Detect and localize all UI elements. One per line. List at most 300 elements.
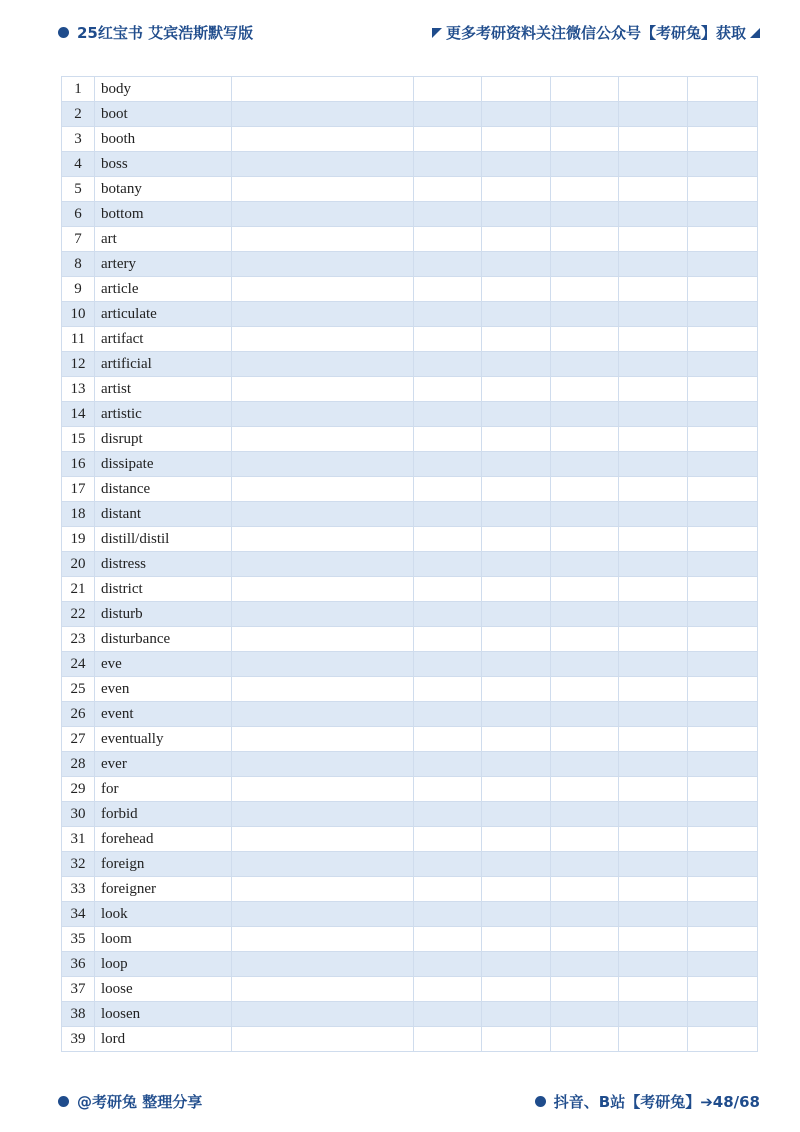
blank-answer-cell [688,452,758,477]
blank-answer-cell [414,277,482,302]
blank-answer-cell [482,952,551,977]
blank-answer-cell [482,252,551,277]
row-number: 7 [62,227,95,252]
blank-answer-cell [482,127,551,152]
blank-answer-cell [414,952,482,977]
blank-answer-cell [482,577,551,602]
table-row [62,377,758,402]
blank-answer-cell [551,327,619,352]
table-row [62,402,758,427]
blank-answer-cell [414,877,482,902]
table-row [62,127,758,152]
blank-answer-cell [232,927,414,952]
table-row [62,827,758,852]
blank-answer-cell [232,777,414,802]
blank-answer-cell [619,477,688,502]
word-cell: boot [95,102,232,127]
blank-answer-cell [688,252,758,277]
table-row [62,327,758,352]
blank-answer-cell [551,577,619,602]
blank-answer-cell [619,927,688,952]
blank-answer-cell [551,127,619,152]
blank-answer-cell [688,377,758,402]
blank-answer-cell [232,227,414,252]
table-row [62,752,758,777]
blank-answer-cell [414,477,482,502]
blank-answer-cell [619,777,688,802]
footer-left [58,1091,202,1112]
blank-answer-cell [414,227,482,252]
blank-answer-cell [482,777,551,802]
word-cell: disturbance [95,627,232,652]
word-cell: artistic [95,402,232,427]
table-row [62,427,758,452]
blank-answer-cell [688,927,758,952]
blank-answer-cell [551,877,619,902]
row-number: 23 [62,627,95,652]
blank-answer-cell [619,677,688,702]
table-row [62,302,758,327]
blank-answer-cell [232,552,414,577]
row-number: 24 [62,652,95,677]
word-cell: loose [95,977,232,1002]
blank-answer-cell [414,352,482,377]
blank-answer-cell [688,527,758,552]
blank-answer-cell [551,627,619,652]
blank-answer-cell [688,227,758,252]
blank-answer-cell [414,152,482,177]
blank-answer-cell [619,977,688,1002]
blank-answer-cell [414,802,482,827]
blank-answer-cell [551,202,619,227]
blank-answer-cell [414,677,482,702]
table-row [62,552,758,577]
blank-answer-cell [482,602,551,627]
blank-answer-cell [551,902,619,927]
row-number: 35 [62,927,95,952]
header-right [432,22,760,43]
blank-answer-cell [482,1027,551,1052]
blank-answer-cell [619,277,688,302]
table-row [62,727,758,752]
blank-answer-cell [551,552,619,577]
blank-answer-cell [414,452,482,477]
blank-answer-cell [551,702,619,727]
blank-answer-cell [232,827,414,852]
table-row [62,77,758,102]
blank-answer-cell [551,152,619,177]
blank-answer-cell [232,902,414,927]
row-number: 15 [62,427,95,452]
blank-answer-cell [482,352,551,377]
blank-answer-cell [232,527,414,552]
word-cell: artifact [95,327,232,352]
blank-answer-cell [551,427,619,452]
blank-answer-cell [482,327,551,352]
blank-answer-cell [688,502,758,527]
footer-credit: @考研兔 整理分享 [77,1093,203,1111]
blank-answer-cell [551,827,619,852]
blank-answer-cell [414,602,482,627]
table-row [62,602,758,627]
table-row [62,852,758,877]
word-cell: articulate [95,302,232,327]
word-cell: look [95,902,232,927]
row-number: 20 [62,552,95,577]
blank-answer-cell [619,252,688,277]
blank-answer-cell [232,702,414,727]
blank-answer-cell [688,1002,758,1027]
row-number: 13 [62,377,95,402]
blank-answer-cell [688,102,758,127]
row-number: 4 [62,152,95,177]
corner-triangle-icon [750,28,760,38]
blank-answer-cell [688,827,758,852]
table-row [62,627,758,652]
blank-answer-cell [482,402,551,427]
blank-answer-cell [482,727,551,752]
blank-answer-cell [482,852,551,877]
blank-answer-cell [551,927,619,952]
blank-answer-cell [619,602,688,627]
blank-answer-cell [482,677,551,702]
blank-answer-cell [551,977,619,1002]
blank-answer-cell [232,852,414,877]
blank-answer-cell [619,577,688,602]
table-row [62,952,758,977]
table-row [62,177,758,202]
blank-answer-cell [482,552,551,577]
blank-answer-cell [232,877,414,902]
blank-answer-cell [619,527,688,552]
blank-answer-cell [688,202,758,227]
table-row [62,277,758,302]
blank-answer-cell [414,252,482,277]
blank-answer-cell [414,552,482,577]
blank-answer-cell [482,652,551,677]
blank-answer-cell [482,1002,551,1027]
row-number: 12 [62,352,95,377]
blank-answer-cell [414,927,482,952]
word-cell: boss [95,152,232,177]
blank-answer-cell [619,1002,688,1027]
blank-answer-cell [232,452,414,477]
blank-answer-cell [482,877,551,902]
blank-answer-cell [551,402,619,427]
blank-answer-cell [414,752,482,777]
blank-answer-cell [414,827,482,852]
blank-answer-cell [551,277,619,302]
word-cell: lord [95,1027,232,1052]
blank-answer-cell [688,552,758,577]
row-number: 16 [62,452,95,477]
word-cell: disturb [95,602,232,627]
blank-answer-cell [688,277,758,302]
blank-answer-cell [414,102,482,127]
row-number: 14 [62,402,95,427]
word-cell: loosen [95,1002,232,1027]
blank-answer-cell [232,127,414,152]
blank-answer-cell [414,177,482,202]
table-row [62,352,758,377]
blank-answer-cell [232,952,414,977]
header-title: 25红宝书 艾宾浩斯默写版 [77,24,254,42]
blank-answer-cell [414,1002,482,1027]
row-number: 38 [62,1002,95,1027]
blank-answer-cell [414,527,482,552]
blank-answer-cell [232,202,414,227]
table-row [62,502,758,527]
table-row [62,877,758,902]
blank-answer-cell [619,152,688,177]
blank-answer-cell [232,377,414,402]
blank-answer-cell [232,752,414,777]
blank-answer-cell [232,677,414,702]
blank-answer-cell [619,852,688,877]
word-cell: foreigner [95,877,232,902]
blank-answer-cell [688,677,758,702]
blank-answer-cell [232,302,414,327]
blank-answer-cell [482,302,551,327]
blank-answer-cell [482,977,551,1002]
bullet-dot-icon [58,27,69,38]
row-number: 17 [62,477,95,502]
footer-page-info: 抖音、B站【考研兔】➔48/68 [553,1093,760,1111]
blank-answer-cell [688,152,758,177]
row-number: 2 [62,102,95,127]
row-number: 19 [62,527,95,552]
blank-answer-cell [232,652,414,677]
blank-answer-cell [482,427,551,452]
word-cell: even [95,677,232,702]
blank-answer-cell [414,202,482,227]
blank-answer-cell [414,852,482,877]
row-number: 10 [62,302,95,327]
blank-answer-cell [414,652,482,677]
word-cell: event [95,702,232,727]
header-left [58,22,253,43]
word-cell: loop [95,952,232,977]
blank-answer-cell [551,852,619,877]
table-row [62,802,758,827]
row-number: 18 [62,502,95,527]
blank-answer-cell [482,752,551,777]
row-number: 5 [62,177,95,202]
blank-answer-cell [619,702,688,727]
word-cell: forbid [95,802,232,827]
blank-answer-cell [232,402,414,427]
table-row [62,777,758,802]
blank-answer-cell [688,727,758,752]
blank-answer-cell [414,702,482,727]
blank-answer-cell [482,452,551,477]
header-promo: 更多考研资料关注微信公众号【考研兔】获取 [445,24,746,42]
row-number: 1 [62,77,95,102]
blank-answer-cell [482,152,551,177]
table-row [62,202,758,227]
blank-answer-cell [232,802,414,827]
row-number: 31 [62,827,95,852]
blank-answer-cell [414,402,482,427]
blank-answer-cell [688,602,758,627]
blank-answer-cell [688,427,758,452]
word-cell: bottom [95,202,232,227]
blank-answer-cell [551,527,619,552]
word-cell: for [95,777,232,802]
word-cell: booth [95,127,232,152]
word-cell: botany [95,177,232,202]
blank-answer-cell [688,177,758,202]
blank-answer-cell [414,327,482,352]
word-cell: forehead [95,827,232,852]
blank-answer-cell [482,77,551,102]
table-row [62,102,758,127]
blank-answer-cell [619,327,688,352]
corner-triangle-icon [432,28,442,38]
blank-answer-cell [414,502,482,527]
blank-answer-cell [551,302,619,327]
blank-answer-cell [232,277,414,302]
blank-answer-cell [551,352,619,377]
blank-answer-cell [482,527,551,552]
row-number: 39 [62,1027,95,1052]
table-row [62,702,758,727]
row-number: 22 [62,602,95,627]
blank-answer-cell [482,702,551,727]
blank-answer-cell [232,727,414,752]
blank-answer-cell [688,752,758,777]
bullet-dot-icon [58,1096,69,1107]
table-row [62,927,758,952]
table-row [62,902,758,927]
blank-answer-cell [619,952,688,977]
table-row [62,1027,758,1052]
blank-answer-cell [619,902,688,927]
blank-answer-cell [619,402,688,427]
blank-answer-cell [619,502,688,527]
blank-answer-cell [619,427,688,452]
row-number: 3 [62,127,95,152]
blank-answer-cell [688,402,758,427]
blank-answer-cell [619,627,688,652]
table-row [62,252,758,277]
blank-answer-cell [232,477,414,502]
blank-answer-cell [551,77,619,102]
blank-answer-cell [232,502,414,527]
blank-answer-cell [414,977,482,1002]
row-number: 36 [62,952,95,977]
blank-answer-cell [688,77,758,102]
word-cell: eve [95,652,232,677]
blank-answer-cell [619,877,688,902]
blank-answer-cell [551,1002,619,1027]
blank-answer-cell [551,752,619,777]
dictation-table [61,76,758,1052]
blank-answer-cell [619,652,688,677]
blank-answer-cell [688,1027,758,1052]
blank-answer-cell [232,152,414,177]
row-number: 11 [62,327,95,352]
blank-answer-cell [482,902,551,927]
blank-answer-cell [232,327,414,352]
table-row [62,977,758,1002]
word-cell: ever [95,752,232,777]
blank-answer-cell [619,102,688,127]
blank-answer-cell [232,252,414,277]
word-cell: distant [95,502,232,527]
row-number: 28 [62,752,95,777]
blank-answer-cell [619,227,688,252]
row-number: 30 [62,802,95,827]
row-number: 37 [62,977,95,1002]
blank-answer-cell [551,802,619,827]
word-cell: article [95,277,232,302]
blank-answer-cell [232,427,414,452]
word-cell: disrupt [95,427,232,452]
blank-answer-cell [551,952,619,977]
blank-answer-cell [619,127,688,152]
word-cell: district [95,577,232,602]
table-row [62,452,758,477]
word-cell: loom [95,927,232,952]
blank-answer-cell [688,302,758,327]
blank-answer-cell [232,577,414,602]
blank-answer-cell [482,502,551,527]
blank-answer-cell [551,1027,619,1052]
blank-answer-cell [688,127,758,152]
row-number: 32 [62,852,95,877]
blank-answer-cell [232,352,414,377]
blank-answer-cell [414,902,482,927]
blank-answer-cell [414,1027,482,1052]
row-number: 33 [62,877,95,902]
blank-answer-cell [232,1002,414,1027]
blank-answer-cell [688,902,758,927]
blank-answer-cell [232,177,414,202]
row-number: 6 [62,202,95,227]
blank-answer-cell [688,577,758,602]
table-row [62,527,758,552]
blank-answer-cell [688,802,758,827]
blank-answer-cell [619,202,688,227]
blank-answer-cell [414,627,482,652]
blank-answer-cell [619,452,688,477]
blank-answer-cell [551,652,619,677]
table-row [62,227,758,252]
blank-answer-cell [232,977,414,1002]
blank-answer-cell [619,352,688,377]
table-row [62,677,758,702]
blank-answer-cell [551,502,619,527]
blank-answer-cell [688,852,758,877]
blank-answer-cell [414,77,482,102]
blank-answer-cell [482,277,551,302]
blank-answer-cell [551,677,619,702]
word-cell: body [95,77,232,102]
table-row [62,577,758,602]
blank-answer-cell [688,327,758,352]
word-cell: artificial [95,352,232,377]
blank-answer-cell [688,777,758,802]
blank-answer-cell [551,377,619,402]
footer-right [535,1091,760,1112]
word-cell: distill/distil [95,527,232,552]
row-number: 25 [62,677,95,702]
blank-answer-cell [232,77,414,102]
blank-answer-cell [482,177,551,202]
blank-answer-cell [688,877,758,902]
blank-answer-cell [619,802,688,827]
